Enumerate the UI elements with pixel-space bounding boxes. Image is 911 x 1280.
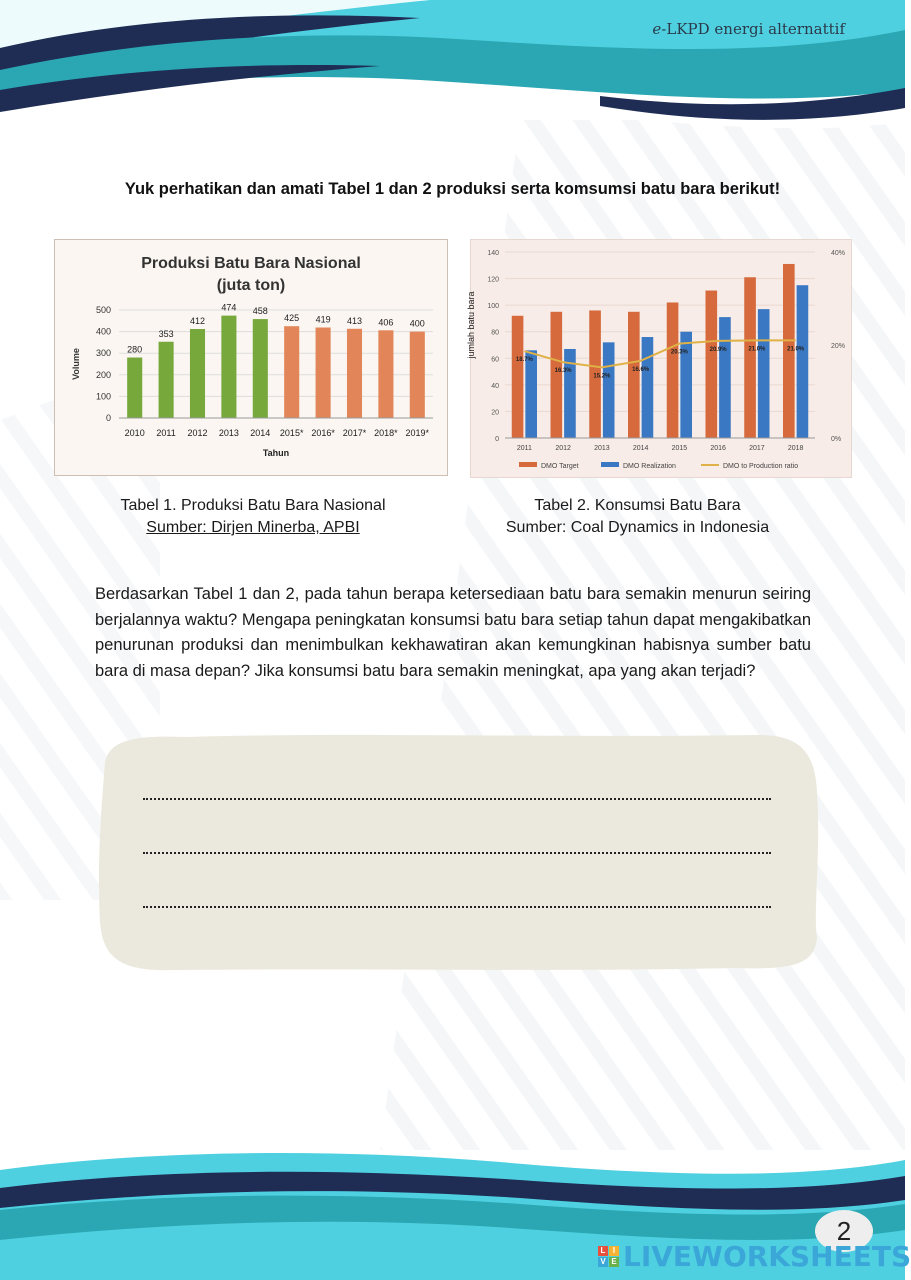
question-text: Berdasarkan Tabel 1 dan 2, pada tahun berapa ketersediaan batu bara semakin menurun seiring berjalannya waktu? Mengapa peningkatan konsumsi batu bara setiap tahun dapat mengakibatkan penurunan produksi dan menimbulkan kekhawatiran akan kemungkinan habisnya sumber batu bara di masa depan? Jika konsumsi batu bara semakin meningkat, apa yang akan terjadi? <box>95 585 811 680</box>
chart2-ratio-label: 20.9% <box>709 346 727 353</box>
chart2-xtick-label: 2011 <box>516 445 532 452</box>
liveworksheets-text: LIVEWORKSHEETS <box>623 1239 911 1273</box>
chart1-xtick-label: 2012 <box>187 428 208 438</box>
chart2-legend-label: DMO Target <box>541 463 579 470</box>
chart1-data-label: 474 <box>221 302 237 313</box>
chart2-ytick-label: 20 <box>491 409 499 417</box>
chart1-bar <box>190 329 205 418</box>
chart2-bar-dmo-realization <box>642 337 654 438</box>
chart1-ytick-label: 200 <box>95 369 111 380</box>
chart2-xtick-label: 2012 <box>555 445 571 452</box>
chart2-ytick-label: 120 <box>487 276 499 284</box>
caption-table1-source: Sumber: Dirjen Minerba, APBI <box>146 519 360 536</box>
badge-letter-e: E <box>609 1257 619 1267</box>
chart2-ytick-label: 100 <box>487 303 499 311</box>
chart2-bar-dmo-realization <box>719 317 731 438</box>
chart2-bar-dmo-target <box>706 291 718 438</box>
page-number: 2 <box>815 1210 873 1252</box>
chart2-ytick-label: 0 <box>495 436 499 443</box>
chart2-bar-dmo-target <box>551 312 563 438</box>
chart1-data-label: 353 <box>158 328 174 339</box>
chart1-data-label: 413 <box>346 315 363 326</box>
caption-table2-title: Tabel 2. Konsumsi Batu Bara <box>534 497 741 514</box>
chart2-xtick-label: 2014 <box>632 445 649 452</box>
chart2-legend-label: DMO Realization <box>623 463 676 470</box>
chart1-subtitle: (juta ton) <box>216 277 286 294</box>
chart1-ytick-label: 0 <box>105 413 111 423</box>
caption-table1 <box>70 495 436 539</box>
chart1-bar <box>284 326 299 418</box>
chart2-xtick-label: 2016 <box>710 445 726 452</box>
chart2-ytick-label: 140 <box>487 250 499 257</box>
chart1-data-label: 425 <box>284 313 300 324</box>
chart2-bar-dmo-realization <box>603 342 615 438</box>
chart2-ratio-label: 21.0% <box>748 346 766 353</box>
chart1-data-label: 400 <box>409 318 425 329</box>
chart2-bar-dmo-realization <box>680 332 692 438</box>
chart1-ytick-label: 500 <box>95 305 111 315</box>
header-prefix: e- <box>652 20 667 38</box>
chart1-xtick-label: 2014 <box>250 428 271 438</box>
chart1-xtick-label: 2011 <box>156 428 176 438</box>
chart-konsumsi-batu-bara <box>466 239 852 478</box>
chart2-bar-dmo-realization <box>525 350 537 438</box>
chart1-bar <box>378 330 393 418</box>
chart2-xtick-label: 2017 <box>749 445 765 452</box>
liveworksheets-logo[interactable] <box>598 1240 911 1272</box>
header-title <box>652 20 845 38</box>
chart1-bar <box>410 332 425 418</box>
chart1-xtick-label: 2013 <box>218 428 239 438</box>
chart1-xtick-label: 2015* <box>279 428 304 438</box>
chart2-y2tick-label: 20% <box>831 343 846 350</box>
chart1-bar <box>127 358 142 418</box>
caption-table2 <box>470 495 805 539</box>
chart1-svg <box>55 240 447 475</box>
page-heading: Yuk perhatikan dan amati Tabel 1 dan 2 produksi serta komsumsi batu bara berikut! <box>124 180 781 198</box>
chart2-y2tick-label: 40% <box>831 250 846 257</box>
chart2-legend-swatch <box>519 462 537 467</box>
answer-line-1[interactable] <box>143 798 771 800</box>
chart1-ytick-label: 100 <box>95 391 111 402</box>
badge-letter-i: I <box>609 1246 619 1256</box>
chart1-data-label: 419 <box>315 314 331 325</box>
chart2-legend-swatch <box>601 462 619 467</box>
chart2-ratio-label: 21.0% <box>787 346 805 353</box>
chart2-ylabel: jumlah batu bara <box>466 291 476 359</box>
chart2-xtick-label: 2018 <box>787 445 804 452</box>
chart2-bar-dmo-target <box>667 302 679 438</box>
chart1-bar <box>316 327 331 418</box>
chart1-xlabel: Tahun <box>262 448 290 458</box>
chart2-xtick-label: 2013 <box>594 445 610 452</box>
chart2-xtick-label: 2015 <box>671 445 688 452</box>
chart1-xtick-label: 2018* <box>374 428 398 438</box>
caption-table1-title: Tabel 1. Produksi Batu Bara Nasional <box>120 497 386 514</box>
chart2-ytick-label: 80 <box>491 329 499 337</box>
chart2-ratio-label: 20.3% <box>670 349 688 356</box>
chart2-svg <box>466 240 851 477</box>
chart1-bar <box>159 342 174 418</box>
chart1-bar <box>347 329 362 418</box>
chart1-ytick-label: 300 <box>95 348 111 359</box>
chart2-bar-dmo-realization <box>797 285 809 438</box>
chart1-title: Produksi Batu Bara Nasional <box>141 255 361 272</box>
chart1-bar <box>221 316 236 418</box>
header-title-text: LKPD energi alternattif <box>666 20 845 38</box>
chart1-ytick-label: 400 <box>95 326 111 337</box>
chart2-ytick-label: 40 <box>491 382 499 390</box>
chart2-ratio-label: 15.2% <box>593 373 611 380</box>
chart1-data-label: 280 <box>127 344 143 355</box>
chart2-bar-dmo-target <box>512 316 524 438</box>
chart1-data-label: 412 <box>189 316 206 327</box>
chart1-bar <box>253 319 268 418</box>
chart2-ratio-label: 16.3% <box>554 368 572 375</box>
chart1-ylabel: Volume <box>71 348 81 380</box>
chart2-legend-label: DMO to Production ratio <box>723 463 799 470</box>
chart2-ytick-label: 60 <box>491 356 499 364</box>
answer-line-3[interactable] <box>143 906 771 908</box>
liveworksheets-badge-icon <box>598 1246 619 1267</box>
chart2-ratio-label: 16.6% <box>632 366 650 373</box>
chart1-xtick-label: 2019* <box>405 428 430 438</box>
badge-letter-v: V <box>598 1257 608 1267</box>
answer-line-2[interactable] <box>143 852 771 854</box>
chart-produksi-batu-bara <box>54 239 448 476</box>
chart2-bar-dmo-target <box>744 277 756 438</box>
chart1-xtick-label: 2010 <box>124 428 145 438</box>
badge-letter-l: L <box>598 1246 608 1256</box>
chart2-y2tick-label: 0% <box>831 436 842 443</box>
chart1-xtick-label: 2016* <box>311 428 335 438</box>
chart1-data-label: 406 <box>378 317 394 328</box>
caption-table2-source: Sumber: Coal Dynamics in Indonesia <box>505 519 770 536</box>
chart2-bar-dmo-realization <box>758 309 770 438</box>
chart1-data-label: 458 <box>252 306 268 317</box>
chart2-bar-dmo-target <box>628 312 640 438</box>
chart1-xtick-label: 2017* <box>342 428 367 438</box>
chart2-ratio-label: 18.7% <box>515 357 533 364</box>
